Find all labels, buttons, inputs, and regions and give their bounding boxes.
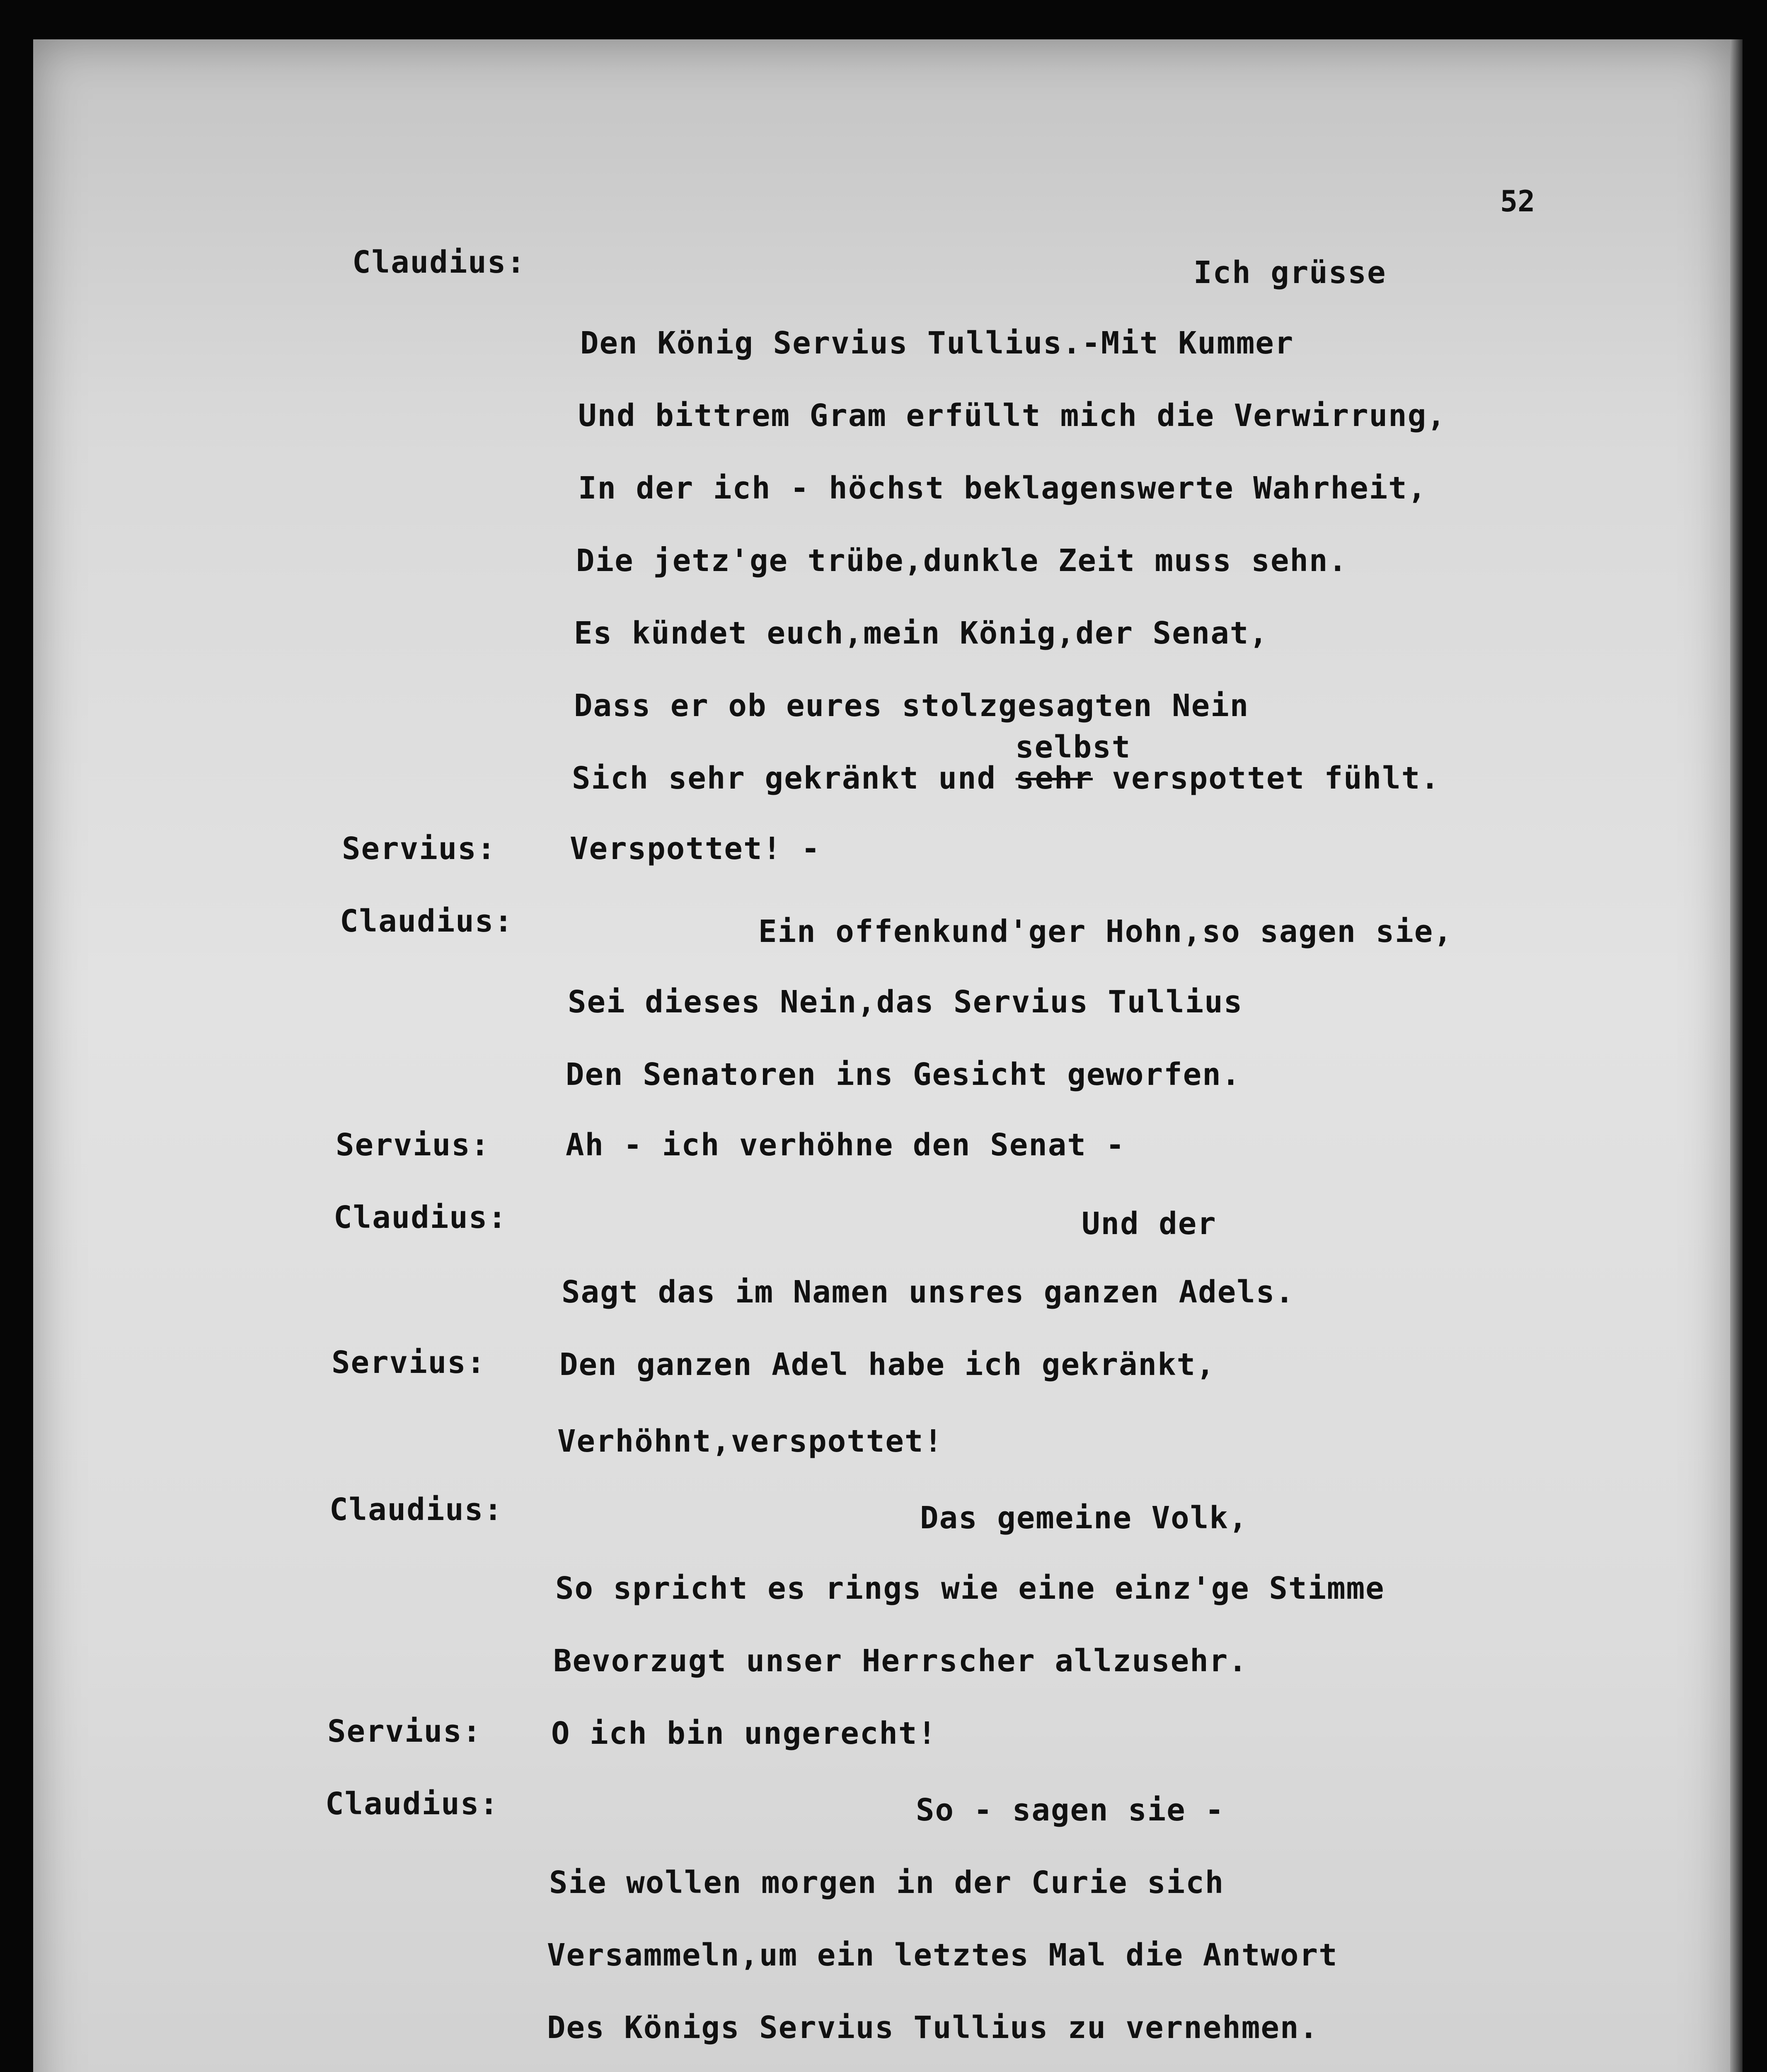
verse-line: Und der — [1082, 1206, 1217, 1242]
speaker-label: Servius: — [336, 1127, 490, 1163]
verse-line: Ein offenkund'ger Hohn,so sagen sie, — [758, 914, 1453, 949]
verse-line: Verspottet! - — [570, 831, 821, 867]
speaker-label: Claudius: — [352, 244, 526, 280]
verse-line: Es kündet euch,mein König,der Senat, — [574, 615, 1268, 651]
verse-line: Sei dieses Nein,das Servius Tullius — [568, 984, 1243, 1020]
verse-line: Bevorzugt unser Herrscher allzusehr. — [553, 1643, 1248, 1679]
verse-line: So spricht es rings wie eine einz'ge Stimme — [555, 1571, 1385, 1606]
verse-line: O ich bin ungerecht! — [551, 1716, 937, 1751]
verse-line: Den Senatoren ins Gesicht geworfen. — [566, 1057, 1241, 1092]
verse-line: Versammeln,um ein letztes Mal die Antwort — [547, 1937, 1338, 1973]
handwritten-insert: selbst — [1015, 729, 1131, 765]
verse-line: Des Königs Servius Tullius zu vernehmen. — [547, 2010, 1319, 2045]
verse-line: Das gemeine Volk, — [920, 1500, 1248, 1536]
speaker-label: Claudius: — [340, 903, 513, 939]
verse-line: Und bittrem Gram erfüllt mich die Verwirrung, — [578, 398, 1446, 433]
speaker-label: Servius: — [332, 1345, 486, 1380]
verse-line: Verhöhnt,verspottet! — [557, 1423, 944, 1459]
speaker-label: Servius: — [342, 831, 496, 867]
verse-line: Dass er ob eures stolzgesagten Nein — [574, 688, 1249, 724]
verse-line-end: verspottet fühlt. — [1092, 760, 1440, 796]
verse-line-start: Sich sehr gekränkt und — [572, 760, 1016, 796]
verse-line: Ich grüsse — [1193, 255, 1387, 290]
verse-line: So - sagen sie - — [916, 1792, 1225, 1828]
page-number: 52 — [1500, 184, 1535, 218]
verse-line: Den ganzen Adel habe ich gekränkt, — [559, 1347, 1215, 1382]
verse-line — [572, 760, 1440, 796]
speaker-label: Servius: — [327, 1714, 482, 1749]
speaker-label: Claudius: — [334, 1200, 507, 1235]
speaker-label: Claudius: — [329, 1492, 503, 1527]
verse-line: Den König Servius Tullius.-Mit Kummer — [580, 325, 1294, 361]
verse-line: Die jetz'ge trübe,dunkle Zeit muss sehn. — [576, 543, 1348, 579]
verse-line: Sie wollen morgen in der Curie sich — [549, 1865, 1225, 1900]
verse-line: Sagt das im Namen unsres ganzen Adels. — [562, 1274, 1295, 1310]
speaker-label: Claudius: — [325, 1786, 499, 1822]
struck-word: sehr — [1015, 760, 1093, 796]
verse-line: In der ich - höchst beklagenswerte Wahrheit, — [578, 470, 1427, 506]
verse-line: Ah - ich verhöhne den Senat - — [566, 1127, 1126, 1163]
